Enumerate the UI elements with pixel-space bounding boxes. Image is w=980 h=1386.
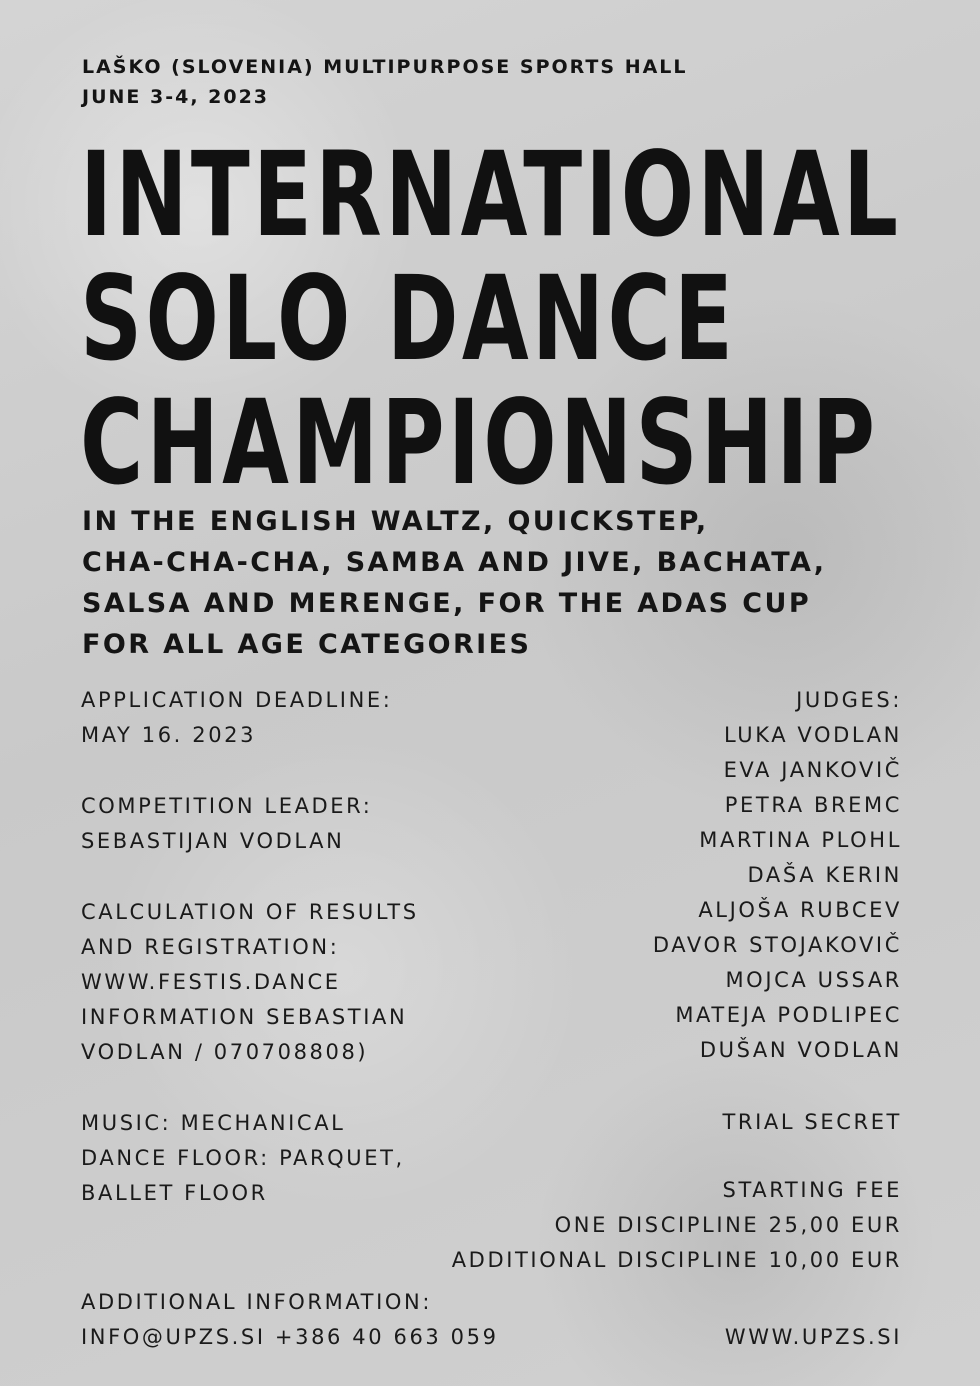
title-line-3: CHAMPIONSHIP (80, 374, 879, 511)
additional-info-contact: INFO@UPZS.SI +386 40 663 059 (81, 1325, 499, 1349)
judge-name: ALJOŠA RUBCEV (698, 898, 902, 922)
fee-line-1: ONE DISCIPLINE 25,00 EUR (554, 1213, 902, 1237)
calculation-website: WWW.FESTIS.DANCE (81, 970, 341, 994)
judge-name: DAŠA KERIN (747, 863, 902, 887)
music-line-3: BALLET FLOOR (81, 1181, 268, 1205)
competition-leader-label: COMPETITION LEADER: (81, 794, 373, 818)
starting-fee-label: STARTING FEE (722, 1178, 902, 1202)
website-link[interactable]: WWW.UPZS.SI (724, 1325, 902, 1349)
venue: LAŠKO (SLOVENIA) MULTIPURPOSE SPORTS HALL (82, 56, 688, 78)
competition-leader-value: SEBASTIJAN VODLAN (81, 829, 345, 853)
judge-name: MATEJA PODLIPEC (675, 1003, 902, 1027)
judge-name: EVA JANKOVIČ (723, 758, 902, 782)
title-line-2: SOLO DANCE (80, 250, 737, 387)
calculation-line-2: AND REGISTRATION: (81, 935, 340, 959)
subtitle-line-4: FOR ALL AGE CATEGORIES (82, 629, 532, 660)
judges-label: JUDGES: (796, 688, 902, 712)
music-line-1: MUSIC: MECHANICAL (81, 1111, 346, 1135)
judge-name: MARTINA PLOHL (699, 828, 902, 852)
application-deadline-value: MAY 16. 2023 (81, 723, 257, 747)
title-line-1: INTERNATIONAL (80, 126, 902, 263)
calculation-line-5: VODLAN / 070708808) (81, 1040, 369, 1064)
subtitle-line-3: SALSA AND MERENGE, FOR THE ADAS CUP (82, 588, 812, 619)
application-deadline-label: APPLICATION DEADLINE: (81, 688, 393, 712)
calculation-line-1: CALCULATION OF RESULTS (81, 900, 419, 924)
subtitle-line-1: IN THE ENGLISH WALTZ, QUICKSTEP, (82, 506, 709, 537)
judge-name: LUKA VODLAN (723, 723, 902, 747)
music-line-2: DANCE FLOOR: PARQUET, (81, 1146, 405, 1170)
calculation-line-4: INFORMATION SEBASTIAN (81, 1005, 408, 1029)
subtitle-line-2: CHA-CHA-CHA, SAMBA AND JIVE, BACHATA, (82, 547, 827, 578)
judge-name: MOJCA USSAR (725, 968, 902, 992)
event-dates: JUNE 3-4, 2023 (82, 86, 270, 108)
judge-name: DUŠAN VODLAN (699, 1038, 902, 1062)
additional-info-label: ADDITIONAL INFORMATION: (81, 1290, 432, 1314)
trial-note: TRIAL SECRET (722, 1110, 902, 1134)
judge-name: PETRA BREMC (724, 793, 902, 817)
judge-name: DAVOR STOJAKOVIČ (652, 933, 902, 957)
fee-line-2: ADDITIONAL DISCIPLINE 10,00 EUR (451, 1248, 902, 1272)
